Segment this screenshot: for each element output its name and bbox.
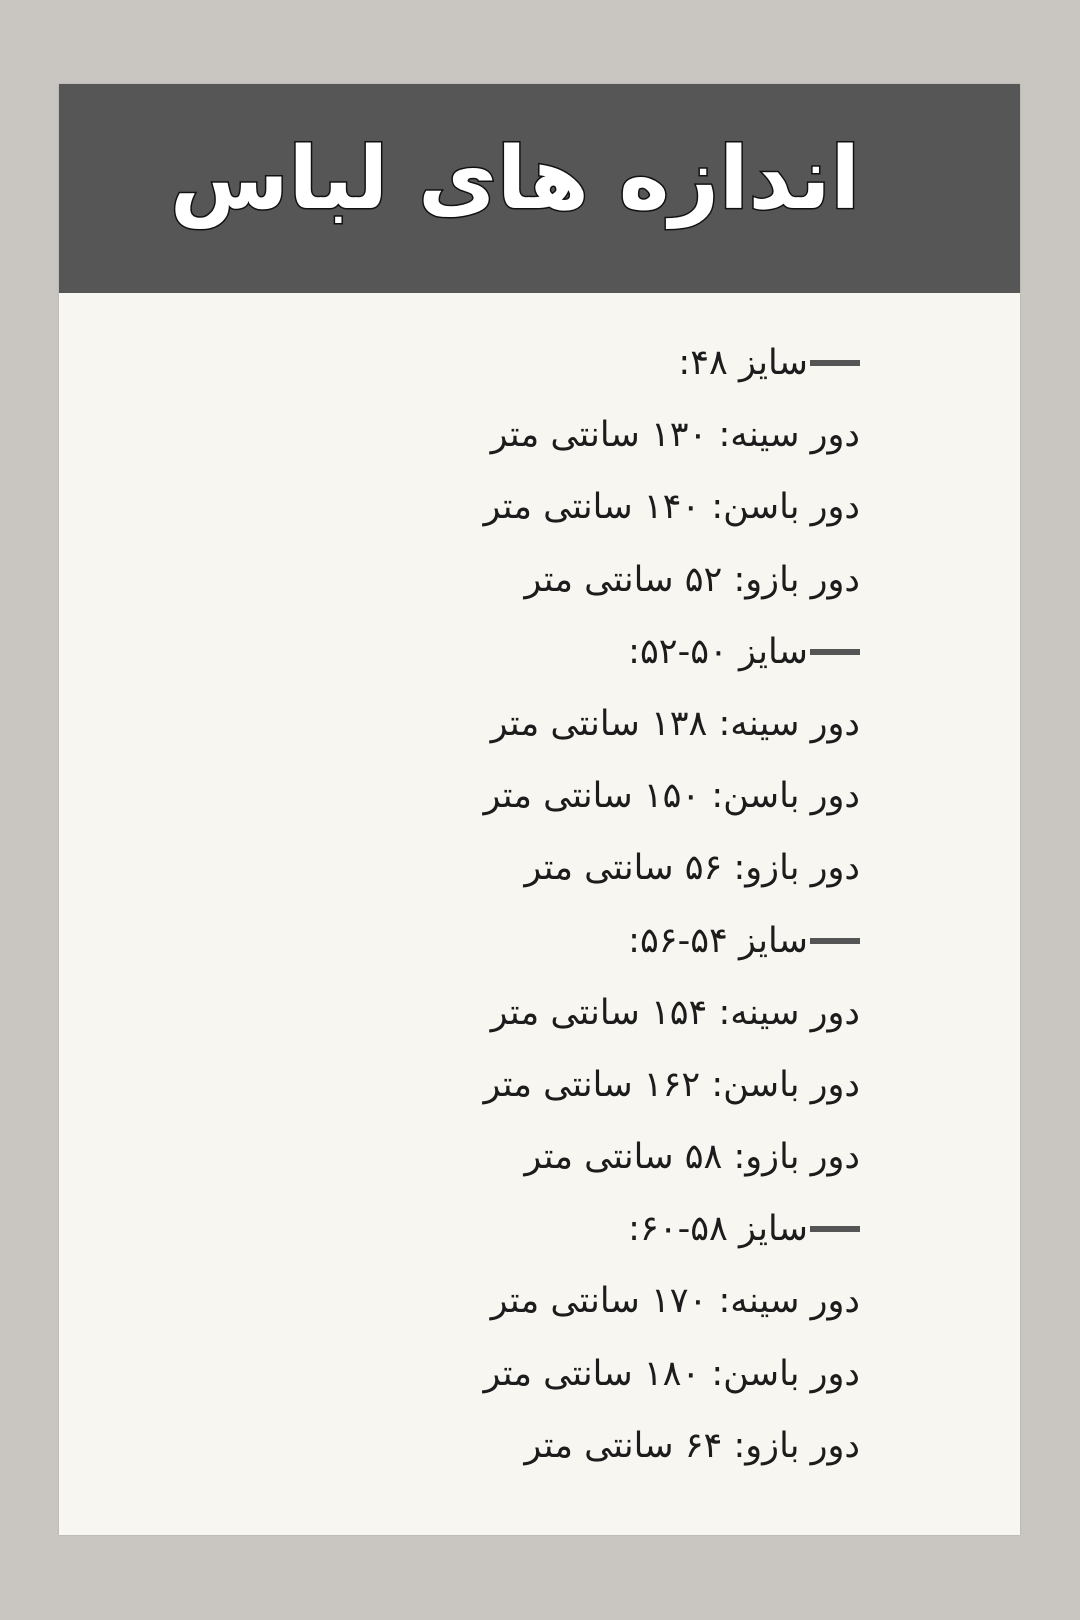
hip-measurement: دور باسن: ۱۸۰ سانتی متر [483, 1353, 860, 1394]
size-heading [300, 616, 860, 688]
dash-marker [810, 1226, 860, 1232]
size-label: سایز ۵۰-۵۲: [628, 631, 808, 672]
dash-marker [810, 649, 860, 655]
hip-measurement: دور باسن: ۱۵۰ سانتی متر [483, 776, 860, 817]
chest-measurement: دور سینه: ۱۳۸ سانتی متر [490, 703, 860, 744]
arm-measurement: دور بازو: ۵۲ سانتی متر [524, 559, 860, 600]
size-label: سایز ۵۴-۵۶: [628, 920, 808, 961]
chest-measurement: دور سینه: ۱۵۴ سانتی متر [490, 992, 860, 1033]
dash-marker [810, 938, 860, 944]
title-banner [59, 84, 1020, 293]
arm-measurement: دور بازو: ۶۴ سانتی متر [524, 1425, 860, 1466]
hip-measurement: دور باسن: ۱۴۰ سانتی متر [483, 487, 860, 528]
size-label: سایز ۵۸-۶۰: [628, 1209, 808, 1250]
arm-measurement: دور بازو: ۵۶ سانتی متر [524, 848, 860, 889]
dash-marker [810, 360, 860, 366]
chest-measurement: دور سینه: ۱۳۰ سانتی متر [490, 415, 860, 456]
size-heading [300, 1193, 860, 1265]
size-list [300, 327, 860, 1482]
size-label: سایز ۴۸: [678, 343, 808, 383]
size-heading [300, 327, 860, 399]
size-chart-card [59, 84, 1020, 1535]
arm-measurement: دور بازو: ۵۸ سانتی متر [524, 1137, 860, 1178]
chest-measurement: دور سینه: ۱۷۰ سانتی متر [490, 1281, 860, 1322]
hip-measurement: دور باسن: ۱۶۲ سانتی متر [483, 1064, 860, 1105]
size-heading [300, 905, 860, 977]
page-title: اندازه های لباس [169, 129, 860, 229]
